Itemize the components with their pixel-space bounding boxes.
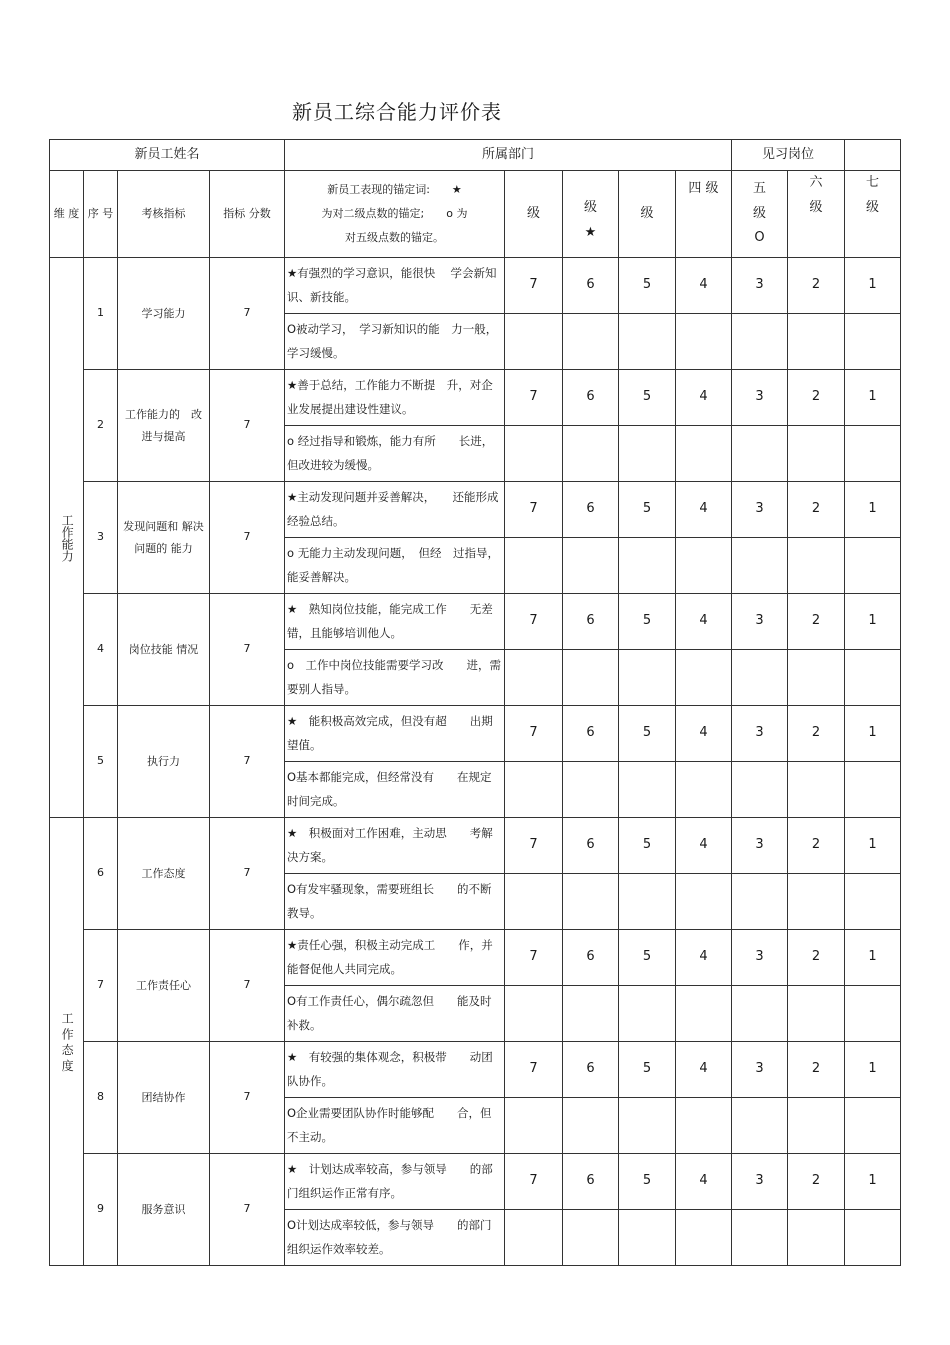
row-indicator: 团结协作 (118, 1042, 210, 1154)
level-score-cell[interactable]: 4 (676, 594, 732, 650)
anchor-line-3: 对五级点数的锚定。 (345, 231, 444, 245)
empty-score-cell[interactable] (676, 874, 732, 930)
empty-score-cell[interactable] (845, 762, 901, 818)
level-score-cell[interactable]: 1 (845, 594, 901, 650)
row-star-criterion: ★责任心强，积极主动完成工 作，并能督促他人共同完成。 (285, 930, 505, 986)
empty-score-cell[interactable] (732, 1210, 788, 1266)
level-score-cell[interactable]: 7 (505, 1154, 563, 1210)
level-score-cell[interactable]: 6 (563, 370, 619, 426)
table-row (50, 930, 901, 986)
empty-score-cell[interactable] (845, 650, 901, 706)
row-indicator: 执行力 (118, 706, 210, 818)
empty-score-cell[interactable] (732, 650, 788, 706)
level-score-cell[interactable]: 7 (505, 706, 563, 762)
empty-score-cell[interactable] (563, 314, 619, 370)
table-row (50, 370, 901, 426)
level-score-cell[interactable]: 5 (619, 594, 676, 650)
level-score-cell[interactable]: 3 (732, 1042, 788, 1098)
level-score-cell[interactable]: 7 (505, 258, 563, 314)
empty-score-cell[interactable] (788, 762, 845, 818)
table-row (50, 706, 901, 762)
row-circle-criterion: O基本都能完成，但经常没有 在规定时间完成。 (285, 762, 505, 818)
level-score-cell[interactable]: 3 (732, 818, 788, 874)
star-icon: ★ (584, 225, 597, 240)
anchor-header (285, 171, 505, 258)
level-score-cell[interactable]: 2 (788, 706, 845, 762)
evaluation-table (49, 139, 901, 1266)
dimension-header: 维 度 (50, 171, 84, 258)
row-circle-criterion: o 经过指导和锻炼，能力有所 长进，但改进较为缓慢。 (285, 426, 505, 482)
empty-score-cell[interactable] (619, 538, 676, 594)
level-score-cell[interactable]: 2 (788, 1042, 845, 1098)
empty-score-cell[interactable] (563, 762, 619, 818)
level-score-cell[interactable]: 2 (788, 930, 845, 986)
row-indicator: 工作责任心 (118, 930, 210, 1042)
table-row (50, 594, 901, 650)
row-seq: 6 (84, 818, 118, 930)
empty-score-cell[interactable] (732, 1098, 788, 1154)
empty-score-cell[interactable] (619, 426, 676, 482)
empty-score-cell[interactable] (732, 762, 788, 818)
dimension-work-ability: 工作能力 (50, 258, 84, 818)
level-score-cell[interactable]: 6 (563, 930, 619, 986)
row-star-criterion: ★ 能积极高效完成，但没有超 出期望值。 (285, 706, 505, 762)
empty-score-cell[interactable] (505, 426, 563, 482)
row-score: 7 (210, 482, 285, 594)
level-score-cell[interactable]: 6 (563, 1042, 619, 1098)
level-score-cell[interactable]: 3 (732, 1154, 788, 1210)
row-circle-criterion: O有工作责任心，偶尔疏忽但 能及时补救。 (285, 986, 505, 1042)
level-5-number: 五 (752, 180, 766, 196)
level-score-cell[interactable]: 1 (845, 482, 901, 538)
level-score-cell[interactable]: 4 (676, 258, 732, 314)
level-score-cell[interactable]: 4 (676, 370, 732, 426)
empty-score-cell[interactable] (732, 538, 788, 594)
empty-score-cell[interactable] (845, 986, 901, 1042)
empty-score-cell[interactable] (505, 986, 563, 1042)
level-score-cell[interactable]: 1 (845, 818, 901, 874)
level-score-cell[interactable]: 7 (505, 594, 563, 650)
row-circle-criterion: o 无能力主动发现问题， 但经 过指导，能妥善解决。 (285, 538, 505, 594)
page-title: 新员工综合能力评价表 (292, 100, 502, 124)
row-circle-criterion: O有发牢骚现象，需要班组长 的不断教导。 (285, 874, 505, 930)
level-score-cell[interactable]: 7 (505, 1042, 563, 1098)
empty-score-cell[interactable] (845, 314, 901, 370)
level-score-cell[interactable]: 2 (788, 258, 845, 314)
empty-score-cell[interactable] (788, 314, 845, 370)
level-2-label: 级 (583, 200, 597, 216)
level-score-cell[interactable]: 3 (732, 482, 788, 538)
empty-score-cell[interactable] (845, 1210, 901, 1266)
empty-score-cell[interactable] (732, 314, 788, 370)
level-score-cell[interactable]: 3 (732, 258, 788, 314)
row-indicator: 发现问题和 解决问题的 能力 (118, 482, 210, 594)
row-star-criterion: ★善于总结，工作能力不断提 升，对企业发展提出建设性建议。 (285, 370, 505, 426)
level-score-cell[interactable]: 6 (563, 818, 619, 874)
row-score: 7 (210, 1154, 285, 1266)
empty-score-cell[interactable] (788, 986, 845, 1042)
empty-score-cell[interactable] (619, 762, 676, 818)
empty-score-cell[interactable] (505, 1098, 563, 1154)
empty-score-cell[interactable] (676, 762, 732, 818)
row-score: 7 (210, 818, 285, 930)
empty-score-cell[interactable] (563, 426, 619, 482)
row-seq: 5 (84, 706, 118, 818)
empty-score-cell[interactable] (619, 650, 676, 706)
post-label: 见习岗位 (732, 140, 845, 171)
empty-score-cell[interactable] (676, 426, 732, 482)
anchor-line-2: 为对二级点数的锚定; o 为 (321, 206, 468, 220)
empty-score-cell[interactable] (619, 1098, 676, 1154)
level-score-cell[interactable]: 5 (619, 258, 676, 314)
empty-score-cell[interactable] (563, 650, 619, 706)
level-score-cell[interactable]: 1 (845, 930, 901, 986)
row-circle-criterion: O企业需要团队协作时能够配 合，但不主动。 (285, 1098, 505, 1154)
level-score-cell[interactable]: 1 (845, 258, 901, 314)
level-4-label: 四 级 (688, 181, 719, 196)
level-score-cell[interactable]: 4 (676, 1154, 732, 1210)
row-score: 7 (210, 706, 285, 818)
row-circle-criterion: o 工作中岗位技能需要学习改 进，需要别人指导。 (285, 650, 505, 706)
empty-score-cell[interactable] (563, 874, 619, 930)
level-score-cell[interactable]: 5 (619, 370, 676, 426)
level-score-cell[interactable]: 4 (676, 482, 732, 538)
level-4-header (676, 171, 732, 258)
row-star-criterion: ★ 积极面对工作困难，主动思 考解决方案。 (285, 818, 505, 874)
seq-header: 序 号 (84, 171, 118, 258)
level-1-header: 级 (505, 171, 563, 258)
empty-score-cell[interactable] (788, 650, 845, 706)
row-star-criterion: ★ 有较强的集体观念，积极带 动团队协作。 (285, 1042, 505, 1098)
empty-score-cell[interactable] (676, 1098, 732, 1154)
level-score-cell[interactable]: 3 (732, 370, 788, 426)
empty-score-cell[interactable] (845, 1098, 901, 1154)
row-seq: 7 (84, 930, 118, 1042)
dimension-work-attitude: 工 作 态 度 (50, 818, 84, 1266)
level-score-cell[interactable]: 2 (788, 482, 845, 538)
row-indicator: 工作能力的 改进与提高 (118, 370, 210, 482)
empty-score-cell[interactable] (845, 874, 901, 930)
level-score-cell[interactable]: 5 (619, 1042, 676, 1098)
row-score: 7 (210, 370, 285, 482)
empty-score-cell[interactable] (676, 986, 732, 1042)
empty-score-cell[interactable] (676, 650, 732, 706)
level-score-cell[interactable]: 5 (619, 1154, 676, 1210)
circle-icon: O (754, 230, 765, 246)
indicator-header: 考核指标 (118, 171, 210, 258)
empty-score-cell[interactable] (845, 538, 901, 594)
row-indicator: 工作态度 (118, 818, 210, 930)
row-seq: 4 (84, 594, 118, 706)
row-seq: 3 (84, 482, 118, 594)
level-score-cell[interactable]: 7 (505, 818, 563, 874)
level-7-header (845, 171, 901, 258)
level-score-cell[interactable]: 4 (676, 930, 732, 986)
empty-score-cell[interactable] (619, 314, 676, 370)
level-score-cell[interactable]: 6 (563, 258, 619, 314)
empty-score-cell[interactable] (732, 986, 788, 1042)
level-score-cell[interactable]: 2 (788, 818, 845, 874)
level-score-cell[interactable]: 6 (563, 594, 619, 650)
empty-score-cell[interactable] (619, 1210, 676, 1266)
level-score-cell[interactable]: 2 (788, 594, 845, 650)
empty-score-cell[interactable] (505, 538, 563, 594)
row-seq: 9 (84, 1154, 118, 1266)
empty-score-cell[interactable] (505, 1210, 563, 1266)
level-score-cell[interactable]: 5 (619, 482, 676, 538)
row-score: 7 (210, 594, 285, 706)
level-5-header (732, 171, 788, 258)
row-score: 7 (210, 930, 285, 1042)
empty-score-cell[interactable] (619, 986, 676, 1042)
empty-score-cell[interactable] (505, 874, 563, 930)
level-score-cell[interactable]: 4 (676, 1042, 732, 1098)
empty-score-cell[interactable] (563, 1210, 619, 1266)
table-row (50, 482, 901, 538)
level-score-cell[interactable]: 5 (619, 706, 676, 762)
row-seq: 2 (84, 370, 118, 482)
level-6-header (788, 171, 845, 258)
level-score-cell[interactable]: 7 (505, 370, 563, 426)
level-3-header: 级 (619, 171, 676, 258)
row-star-criterion: ★ 熟知岗位技能，能完成工作 无差错，且能够培训他人。 (285, 594, 505, 650)
empty-score-cell[interactable] (732, 874, 788, 930)
empty-score-cell[interactable] (676, 314, 732, 370)
row-star-criterion: ★主动发现问题并妥善解决， 还能形成经验总结。 (285, 482, 505, 538)
score-header: 指标 分数 (210, 171, 285, 258)
empty-score-cell[interactable] (845, 426, 901, 482)
employee-name-label: 新员工姓名 (50, 140, 285, 171)
row-circle-criterion: O被动学习， 学习新知识的能 力一般，学习缓慢。 (285, 314, 505, 370)
level-score-cell[interactable]: 5 (619, 818, 676, 874)
table-row (50, 1154, 901, 1210)
level-score-cell[interactable]: 2 (788, 370, 845, 426)
row-star-criterion: ★有强烈的学习意识，能很快 学会新知识、新技能。 (285, 258, 505, 314)
department-label: 所属部门 (285, 140, 732, 171)
empty-score-cell[interactable] (732, 426, 788, 482)
empty-score-cell[interactable] (563, 986, 619, 1042)
level-7-label: 级 (865, 199, 879, 215)
empty-score-cell[interactable] (788, 1210, 845, 1266)
empty-score-cell[interactable] (619, 874, 676, 930)
level-score-cell[interactable]: 6 (563, 1154, 619, 1210)
level-score-cell[interactable]: 2 (788, 1154, 845, 1210)
level-score-cell[interactable]: 7 (505, 930, 563, 986)
table-row (50, 1042, 901, 1098)
level-5-label: 级 (752, 205, 766, 221)
level-score-cell[interactable]: 5 (619, 930, 676, 986)
row-seq: 8 (84, 1042, 118, 1154)
level-score-cell[interactable]: 1 (845, 370, 901, 426)
empty-score-cell[interactable] (563, 538, 619, 594)
row-indicator: 学习能力 (118, 258, 210, 370)
empty-score-cell[interactable] (788, 426, 845, 482)
empty-score-cell[interactable] (788, 1098, 845, 1154)
level-score-cell[interactable]: 1 (845, 1154, 901, 1210)
empty-score-cell[interactable] (505, 762, 563, 818)
level-score-cell[interactable]: 1 (845, 1042, 901, 1098)
level-score-cell[interactable]: 3 (732, 706, 788, 762)
level-score-cell[interactable]: 4 (676, 818, 732, 874)
row-indicator: 服务意识 (118, 1154, 210, 1266)
level-score-cell[interactable]: 4 (676, 706, 732, 762)
empty-score-cell[interactable] (676, 1210, 732, 1266)
empty-score-cell[interactable] (676, 538, 732, 594)
level-score-cell[interactable]: 1 (845, 706, 901, 762)
row-score: 7 (210, 258, 285, 370)
anchor-line-1: 新员工表现的锚定词: ★ (327, 182, 462, 196)
row-score: 7 (210, 1042, 285, 1154)
table-row (50, 258, 901, 314)
level-6-number: 六 (809, 175, 823, 190)
level-score-cell[interactable]: 3 (732, 930, 788, 986)
table-row (50, 818, 901, 874)
level-7-number: 七 (865, 175, 879, 190)
level-score-cell[interactable]: 6 (563, 706, 619, 762)
level-score-cell[interactable]: 3 (732, 594, 788, 650)
level-score-cell[interactable]: 6 (563, 482, 619, 538)
level-6-label: 级 (809, 199, 823, 215)
empty-score-cell[interactable] (505, 650, 563, 706)
empty-score-cell[interactable] (505, 314, 563, 370)
row-star-criterion: ★ 计划达成率较高，参与领导 的部门组织运作正常有序。 (285, 1154, 505, 1210)
row-seq: 1 (84, 258, 118, 370)
row-indicator: 岗位技能 情况 (118, 594, 210, 706)
post-value-cell[interactable] (845, 140, 901, 171)
level-2-header (563, 171, 619, 258)
empty-score-cell[interactable] (788, 874, 845, 930)
empty-score-cell[interactable] (788, 538, 845, 594)
empty-score-cell[interactable] (563, 1098, 619, 1154)
row-circle-criterion: O计划达成率较低，参与领导 的部门组织运作效率较差。 (285, 1210, 505, 1266)
level-score-cell[interactable]: 7 (505, 482, 563, 538)
